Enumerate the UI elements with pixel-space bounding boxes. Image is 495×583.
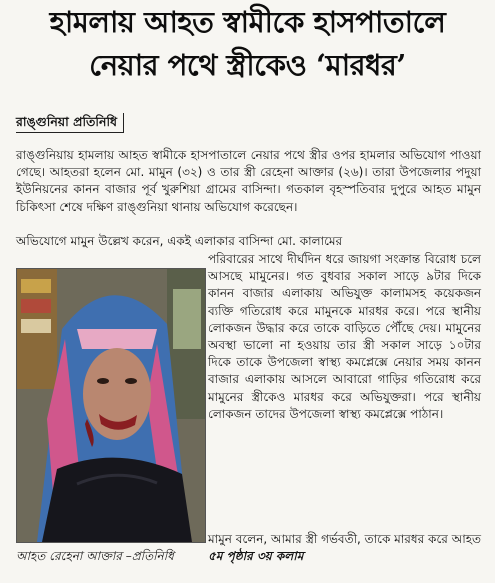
byline: রাঙ্গুনিয়া প্রতিনিধি	[16, 113, 124, 133]
continuation-note: ৫ম পৃষ্ঠার ৩য় কলাম	[208, 549, 304, 564]
news-photo	[16, 268, 206, 543]
article-paragraph-1: রাঙ্গুনিয়ায় হামলায় আহত স্বামীকে হাসপাতালে নেয়ার পথে স্ত্রীর ওপর হামলার অভিযোগ পাওয়া গেছে। আহতরা হলেন মো. মামুন (৩২) ও তার স্ত্রী রেহেনা আক্তার (২৬)। তারা উপজেলার পদুয়া ইউনিয়নের কানন বাজার পূর্ব খুরুশিয়া গ্রামের বাসিন্দা। গতকাল বৃহস্পতিবার দুপুরে আহত মামুন চিকিৎসা শেষে দক্ষিণ রাঙ্গুনিয়া থানায় অভিযোগ করেছেন।	[16, 148, 481, 214]
article-paragraph-2-lead: অভিযোগে মামুন উল্লেখ করেন, একই এলাকার বাসিন্দা মো. কালামের	[16, 234, 343, 248]
article-paragraph-3-text: মামুন বলেন, আমার স্ত্রী গর্ভবতী, তাকে মারধর করে আহত	[208, 532, 481, 546]
woman-portrait-illustration	[17, 269, 205, 542]
article-paragraph-2-column: পরিবারের সাথে দীর্ঘদিন ধরে জায়গা সংক্রান্ত বিরোধ চলে আসছে মামুনের। গত বুধবার সকাল সাড়ে ৯টার দিকে কানন বাজার এলাকায় অভিযুক্ত কালামসহ কয়েকজন ব্যক্তি গতিরোধ করে মামুনকে মারধর করে। পরে স্থানীয় লোকজন উদ্ধার করে তাকে বাড়িতে পৌঁছে দেয়। মামুনের অবস্থা ভালো না হওয়ায় তার স্ত্রী সকাল সাড়ে ১০টার দিকে তাকে উপজেলা স্বাস্থ্য কমপ্লেক্সে নেয়ার সময় কানন বাজার এলাকায় আসলে আবারো গাড়ির গতিরোধ করে মামুনের স্ত্রীকেও মারধর করে অভিযুক্তরা। পরে স্থানীয় লোকজন তাদের উপজেলা স্বাস্থ্য কমপ্লেক্সে পাঠান।	[208, 252, 481, 421]
headline-line-1: হামলায় আহত স্বামীকে হাসপাতালে	[49, 5, 446, 39]
headline-line-2: নেয়ার পথে স্ত্রীকেও ‘মারধর’	[89, 48, 406, 82]
article-paragraph-3	[208, 531, 481, 565]
photo-caption: আহত রেহেনা আক্তার –প্রতিনিধি	[16, 549, 174, 563]
